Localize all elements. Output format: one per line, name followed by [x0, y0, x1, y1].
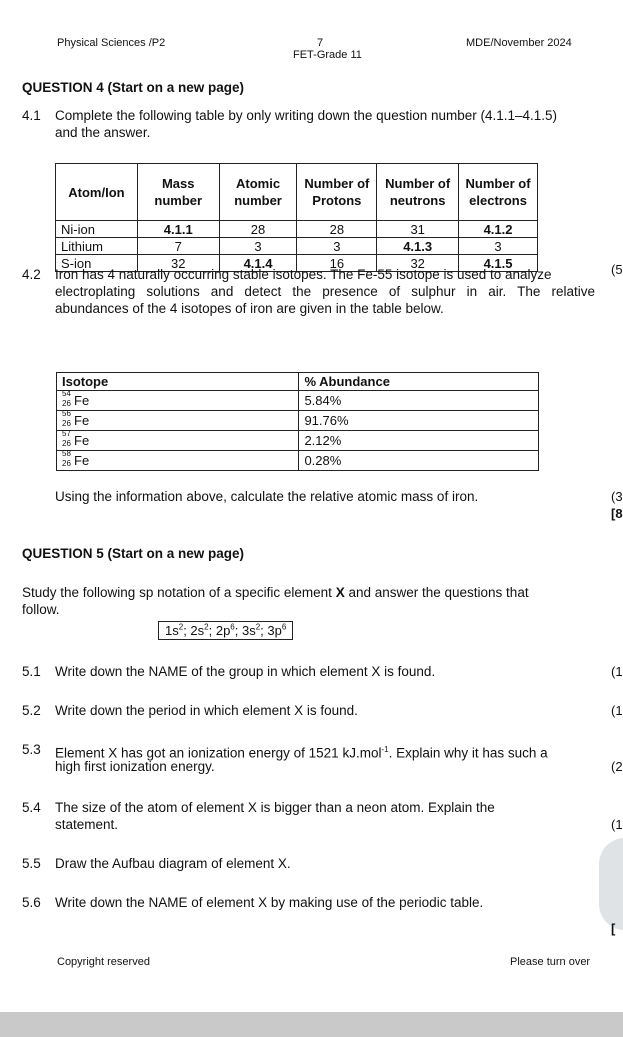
header-isotope: Isotope	[57, 373, 299, 391]
q55-number: 5.5	[22, 856, 41, 871]
table-row	[57, 431, 539, 451]
cell: 2.12%	[299, 431, 539, 451]
cell: 91.76%	[299, 411, 539, 431]
total-q5: [	[611, 921, 616, 936]
cell: 31	[377, 221, 459, 238]
q53-text-line2: high first ionization energy.	[55, 759, 215, 774]
bottom-bar	[0, 1012, 623, 1037]
q51-text: Write down the NAME of the group in which element X is found.	[55, 664, 436, 679]
table-row	[57, 391, 539, 411]
cell: 4.1.2	[459, 221, 538, 238]
q54-number: 5.4	[22, 800, 41, 815]
q42-text-line3: abundances of the 4 isotopes of iron are given in the table below.	[55, 301, 444, 316]
isotope-table	[56, 372, 539, 471]
cell: Lithium	[56, 238, 138, 255]
q41-text-line2: and the answer.	[55, 125, 151, 140]
table-row	[56, 238, 538, 255]
q42-text-line1: Iron has 4 naturally occurring stable isotopes. The Fe-55 isotope is used to analyze	[55, 267, 552, 282]
q42-number: 4.2	[22, 267, 41, 282]
cell: 3	[219, 238, 297, 255]
q56-text: Write down the NAME of element X by making use of the periodic table.	[55, 895, 484, 910]
header-subject: Physical Sciences /P2	[57, 37, 166, 49]
mark-4-1: (5	[611, 262, 623, 277]
table-row	[57, 411, 539, 431]
q53-number: 5.3	[22, 742, 41, 757]
footer-turn-over: Please turn over	[510, 956, 591, 968]
header-exam: MDE/November 2024	[466, 37, 572, 49]
header-mass-number: Mass number	[137, 164, 219, 221]
floating-scroll-handle[interactable]	[599, 838, 623, 930]
header-atom-ion: Atom/Ion	[56, 164, 138, 221]
isotope-fe-58: 58 26 Fe	[62, 449, 90, 468]
isotope-fe-54: 54 26 Fe	[62, 389, 90, 408]
cell: 28	[297, 221, 377, 238]
question-5-title: QUESTION 5 (Start on a new page)	[22, 546, 245, 561]
page-number: 7	[317, 37, 324, 49]
q52-number: 5.2	[22, 703, 41, 718]
q5-intro-line1: Study the following sp notation of a specific element X and answer the questions that	[22, 585, 529, 600]
cell: 4.1.3	[377, 238, 459, 255]
q41-number: 4.1	[22, 108, 41, 123]
header-protons: Number of Protons	[297, 164, 377, 221]
isotope-fe-56: 56 26 Fe	[62, 409, 90, 428]
sp-notation-box: $1s^2$; $2s^2$; $2p^6$; $3s^2$; $3p^6$	[158, 622, 293, 640]
table-row	[56, 221, 538, 238]
cell: 7	[137, 238, 219, 255]
cell: 16	[297, 255, 377, 272]
q54-text-line2: statement.	[55, 817, 119, 832]
cell: 3	[459, 238, 538, 255]
header-abundance: % Abundance	[299, 373, 539, 391]
q5-intro-line2: follow.	[22, 602, 60, 617]
cell: 32	[137, 255, 219, 272]
total-q4: [8	[611, 506, 623, 521]
q42-instruction: Using the information above, calculate the relative atomic mass of iron.	[55, 489, 479, 504]
mark-5-2: (1	[611, 703, 623, 718]
cell: 4.1.1	[137, 221, 219, 238]
q41-text-line1: Complete the following table by only writing down the question number (4.1.1–4.1.5)	[55, 108, 558, 123]
cell: Ni-ion	[56, 221, 138, 238]
q52-text: Write down the period in which element X is found.	[55, 703, 358, 718]
q53-text-line1: Element X has got an ionization energy of 1521 kJ.mol$^{-1}$. Explain why it has such a	[55, 745, 548, 761]
header-neutrons: Number of neutrons	[377, 164, 459, 221]
cell: 28	[219, 221, 297, 238]
cell: 32	[377, 255, 459, 272]
mark-5-3: (2	[611, 759, 623, 774]
q55-text: Draw the Aufbau diagram of element X.	[55, 856, 291, 871]
cell: 3	[297, 238, 377, 255]
table-row	[57, 451, 539, 471]
q54-text-line1: The size of the atom of element X is bigger than a neon atom. Explain the	[55, 800, 495, 815]
footer-copyright: Copyright reserved	[57, 956, 150, 968]
cell: 0.28%	[299, 451, 539, 471]
mark-4-2: (3	[611, 489, 623, 504]
cell: 4.1.5	[459, 255, 538, 272]
q56-number: 5.6	[22, 895, 41, 910]
header-electrons: Number of electrons	[459, 164, 538, 221]
cell: 4.1.4	[219, 255, 297, 272]
mark-5-1: (1	[611, 664, 623, 679]
header-grade: FET-Grade 11	[293, 49, 362, 61]
header-atomic-number: Atomic number	[219, 164, 297, 221]
atom-ion-table	[55, 163, 538, 272]
isotope-fe-57: 57 26 Fe	[62, 429, 90, 448]
question-4-title: QUESTION 4 (Start on a new page)	[22, 80, 245, 95]
mark-5-4: (1	[611, 817, 623, 832]
cell: 5.84%	[299, 391, 539, 411]
cell: S-ion	[56, 255, 138, 272]
q42-text-line2: electroplating solutions and detect the presence of sulphur in air. The relative	[55, 284, 595, 299]
q51-number: 5.1	[22, 664, 41, 679]
